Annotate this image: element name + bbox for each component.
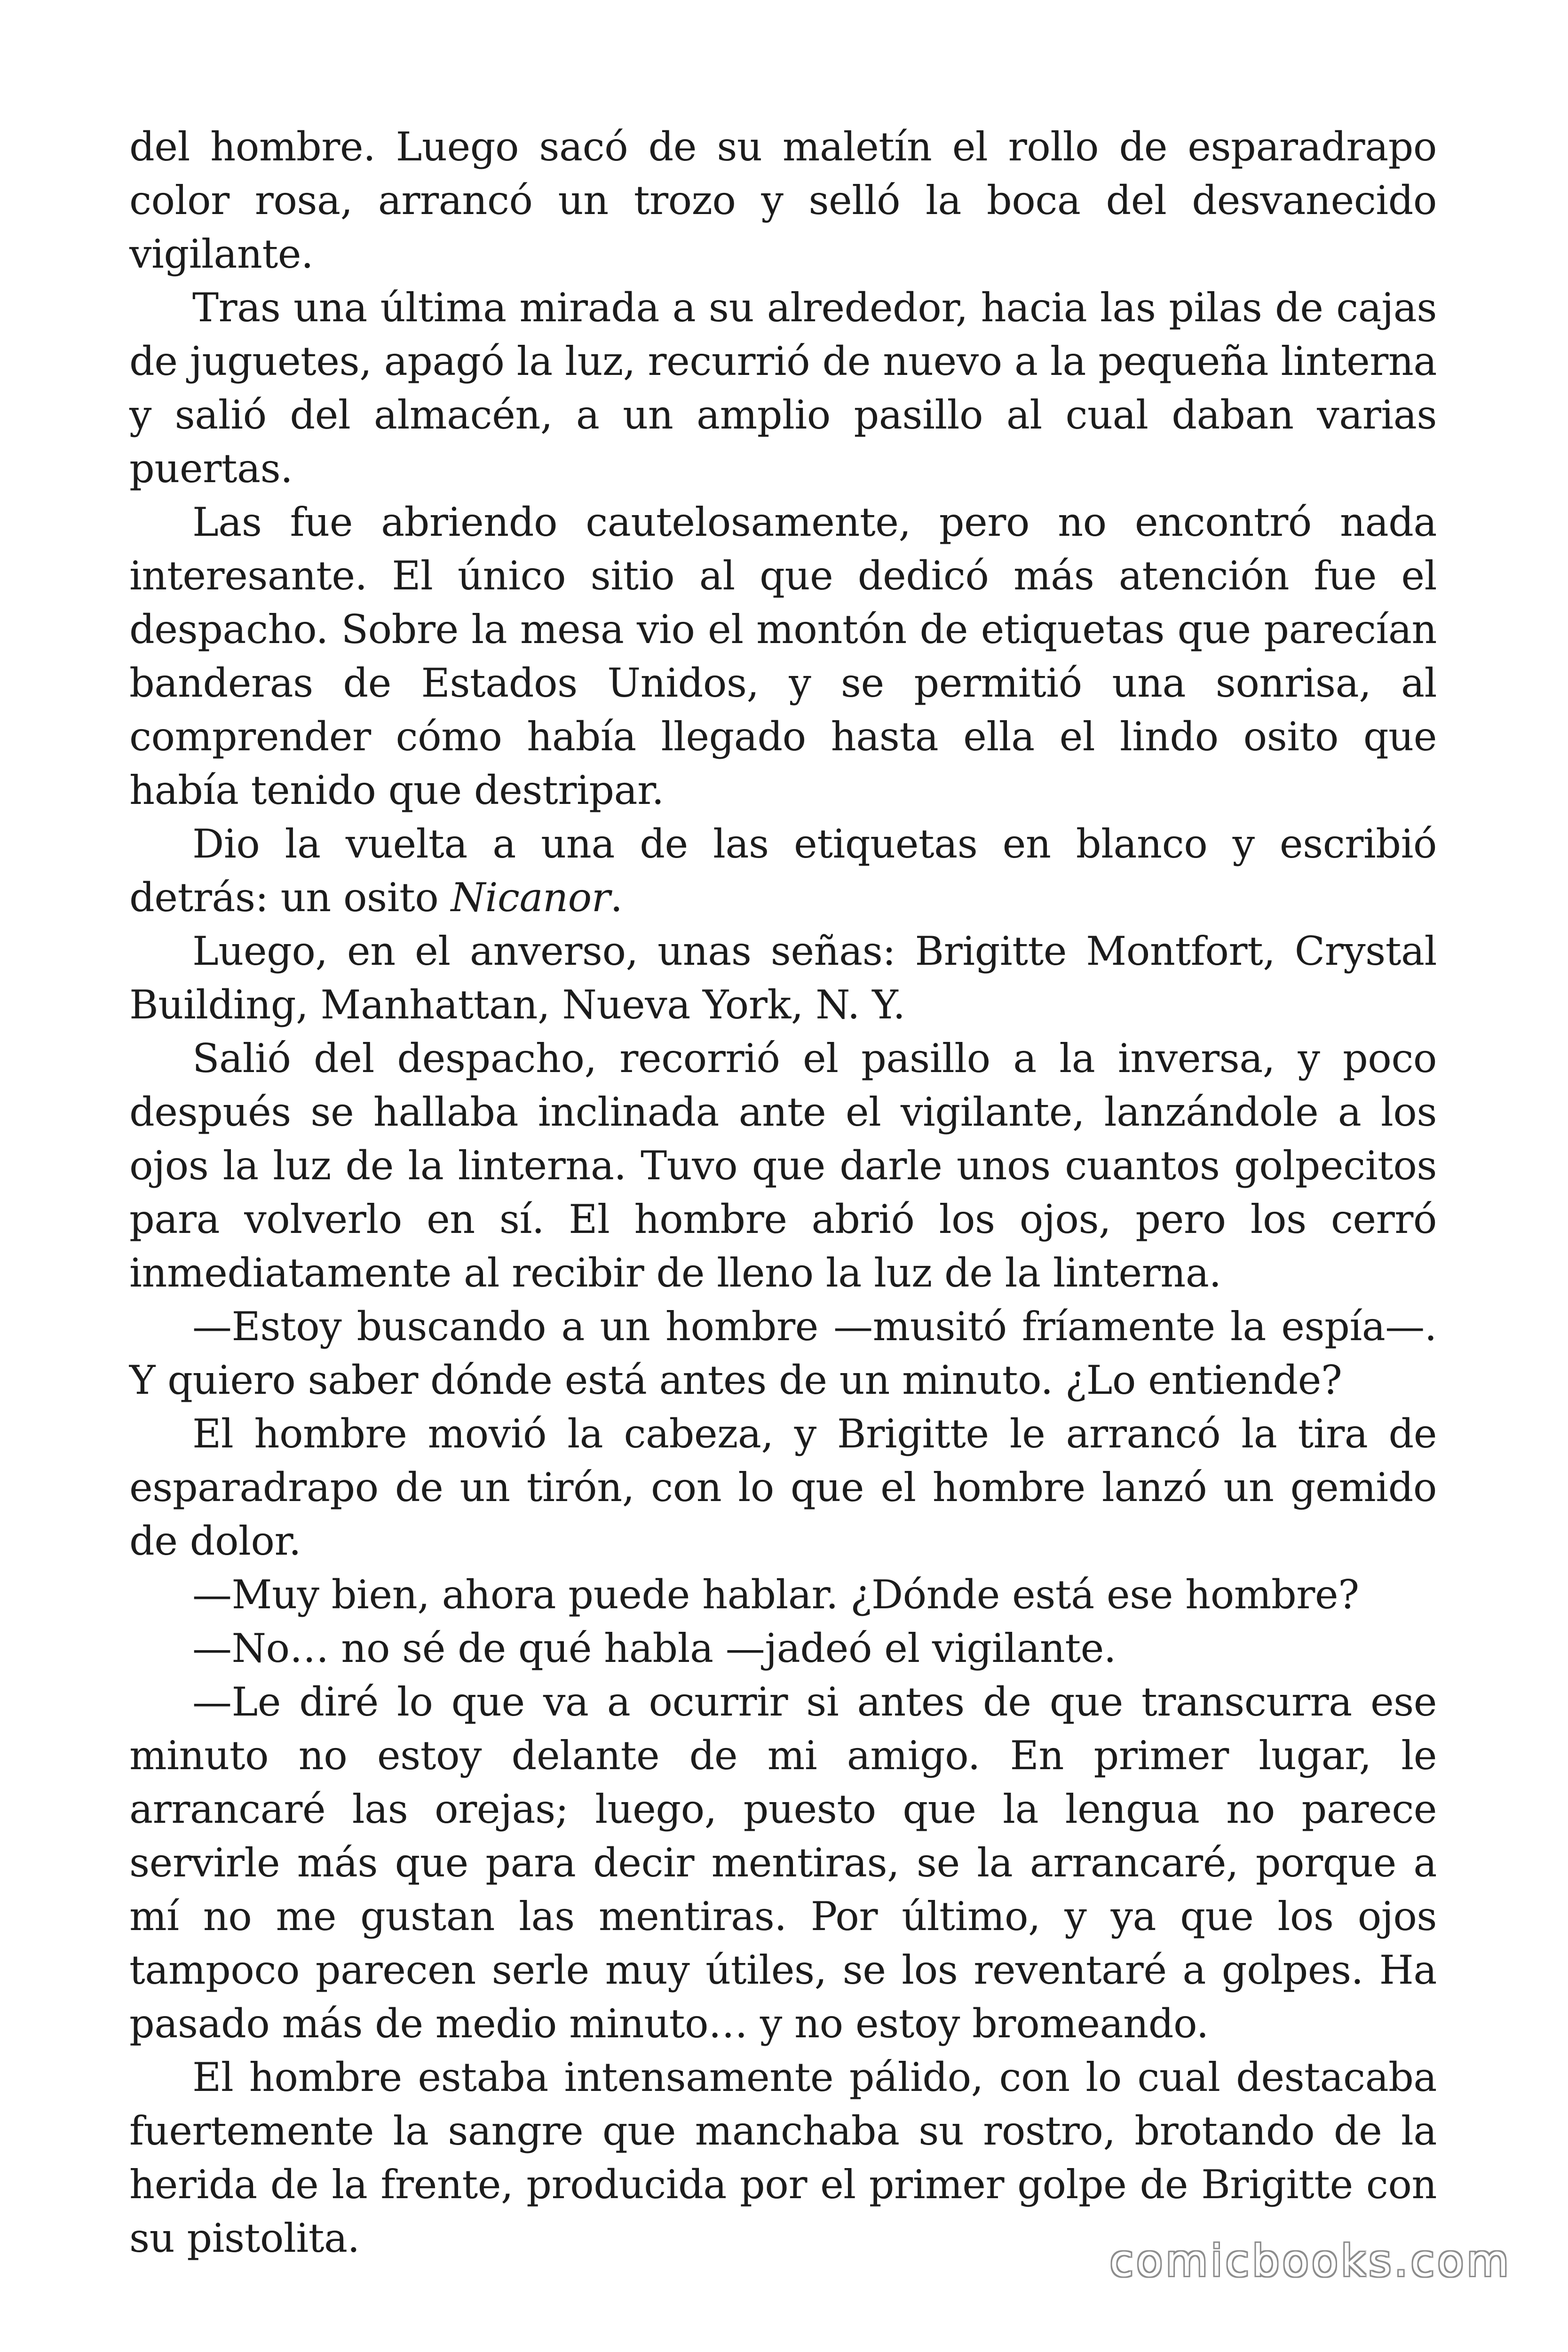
paragraph-4-text: Dio la vuelta a una de las etiquetas en blanco y escribió detrás: un osito — [129, 821, 1437, 921]
paragraph-4 — [129, 817, 1437, 924]
paragraph-1: del hombre. Luego sacó de su maletín el rollo de esparadrapo color rosa, arrancó un trozo y selló la boca del desvanecido vigilante. — [129, 124, 1437, 277]
paragraph-10: —No… no sé de qué habla —jadeó el vigilante. — [192, 1625, 1117, 1671]
paragraph-4-end: . — [610, 874, 623, 921]
paragraph-7: —Estoy buscando a un hombre —musitó fríamente la espía—. Y quiero saber dónde está antes de un minuto. ¿Lo entiende? — [129, 1303, 1437, 1403]
site-watermark: comicbooks.com — [1109, 2236, 1512, 2286]
paragraph-8: El hombre movió la cabeza, y Brigitte le arrancó la tira de esparadrapo de un tirón, con lo que el hombre lanzó un gemido de dolor. — [129, 1411, 1437, 1564]
paragraph-5: Luego, en el anverso, unas señas: Brigitte Montfort, Crystal Building, Manhattan, Nueva York, N. Y. — [129, 928, 1437, 1028]
paragraph-4-italic-name: Nicanor — [451, 874, 610, 921]
book-page-body — [129, 120, 1437, 2265]
paragraph-11: —Le diré lo que va a ocurrir si antes de que transcurra ese minuto no estoy delante de mi amigo. En primer lugar, le arrancaré las orejas; luego, puesto que la lengua no parece servirle más que para decir mentiras, se la arrancaré, porque a mí no me gustan las mentiras. Por último, y ya que los ojos tampoco parecen serle muy útiles, se los reventaré a golpes. Ha pasado más de medio minuto… y no estoy bromeando. — [129, 1679, 1437, 2047]
paragraph-9: —Muy bien, ahora puede hablar. ¿Dónde está ese hombre? — [192, 1572, 1359, 1618]
paragraph-6: Salió del despacho, recorrió el pasillo a la inversa, y poco después se hallaba inclinada ante el vigilante, lanzándole a los ojos la luz de la linterna. Tuvo que darle unos cuantos golpecitos para volverlo en sí. El hombre abrió los ojos, pero los cerró inmediatamente al recibir de lleno la luz de la linterna. — [129, 1035, 1437, 1296]
paragraph-3: Las fue abriendo cautelosamente, pero no encontró nada interesante. El único sitio al que dedicó más atención fue el despacho. Sobre la mesa vio el montón de etiquetas que parecían banderas de Estados Unidos, y se permitió una sonrisa, al comprender cómo había llegado hasta ella el lindo osito que había tenido que destripar. — [129, 499, 1437, 813]
paragraph-2: Tras una última mirada a su alrededor, hacia las pilas de cajas de juguetes, apagó la luz, recurrió de nuevo a la pequeña linterna y salió del almacén, a un amplio pasillo al cual daban varias puertas. — [129, 285, 1437, 492]
paragraph-12: El hombre estaba intensamente pálido, con lo cual destacaba fuertemente la sangre que manchaba su rostro, brotando de la herida de la frente, producida por el primer golpe de Brigitte con su pistolita. — [129, 2054, 1437, 2261]
